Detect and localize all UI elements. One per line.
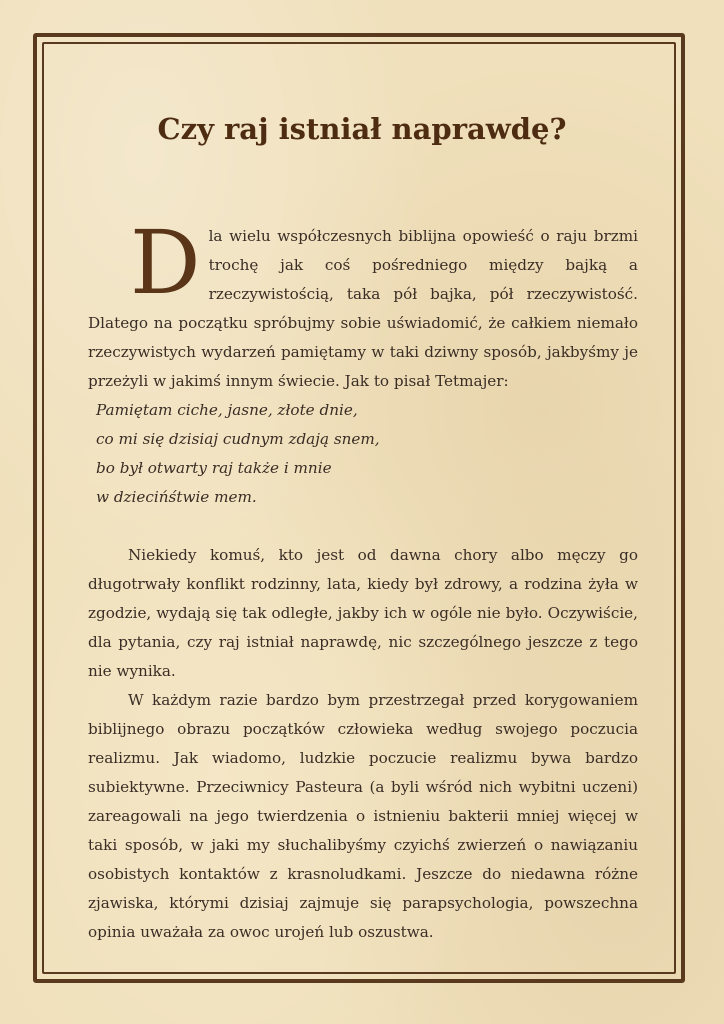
dropcap-letter: D bbox=[130, 211, 201, 314]
intro-paragraph bbox=[88, 211, 638, 396]
poem-quote bbox=[96, 396, 638, 512]
paragraph-spacer bbox=[88, 512, 638, 541]
poem-line: Pamiętam ciche, jasne, złote dnie, bbox=[96, 401, 358, 419]
body-paragraph: W każdym razie bardzo bym przestrzegał przed korygowaniem biblijnego obrazu początków człowieka według swojego poczucia realizmu. Jak wiadomo, ludzkie poczucie realizmu bywa bardzo subiektywne. Przeciwnicy Pasteura (a byli wśród nich wybitni uczeni) zareagowali na jego twierdzenia o istnieniu bakterii mniej więcej w taki sposób, w jaki my słuchalibyśmy czyichś zwierzeń o nawiązaniu osobistych kontaktów z krasnoludkami. Jeszcze do niedawna różne zjawiska, którymi dzisiaj zajmuje się parapsychologia, powszechna opinia uważała za owoc urojeń lub oszustwa. bbox=[88, 691, 638, 941]
intro-text: la wielu współczesnych biblijna opowieść o raju brzmi trochę jak coś pośredniego między bajką a rzeczywistością, taka pół bajka, pół rzeczywistość. Dlatego na początku spróbujmy sobie uświadomić, że całkiem niemało rzeczywistych wydarzeń pamiętamy w taki dziwny sposób, jakbyśmy je przeżyli w jakimś innym świecie. Jak to pisał Tetmajer: bbox=[88, 227, 638, 390]
poem-line: w dziecińśtwie mem. bbox=[96, 488, 257, 506]
document-body bbox=[88, 211, 638, 947]
poem-line: bo był otwarty raj także i mnie bbox=[96, 459, 332, 477]
poem-line: co mi się dzisiaj cudnym zdają snem, bbox=[96, 430, 380, 448]
body-paragraph: Niekiedy komuś, kto jest od dawna chory albo męczy go długotrwały konflikt rodzinny, lata, kiedy był zdrowy, a rodzina żyła w zgodzie, wydają się tak odległe, jakby ich w ogóle nie było. Oczywiście, dla pytania, czy raj istniał naprawdę, nic szczególnego jeszcze z tego nie wynika. bbox=[88, 546, 638, 680]
page-title: Czy raj istniał naprawdę? bbox=[157, 112, 567, 146]
